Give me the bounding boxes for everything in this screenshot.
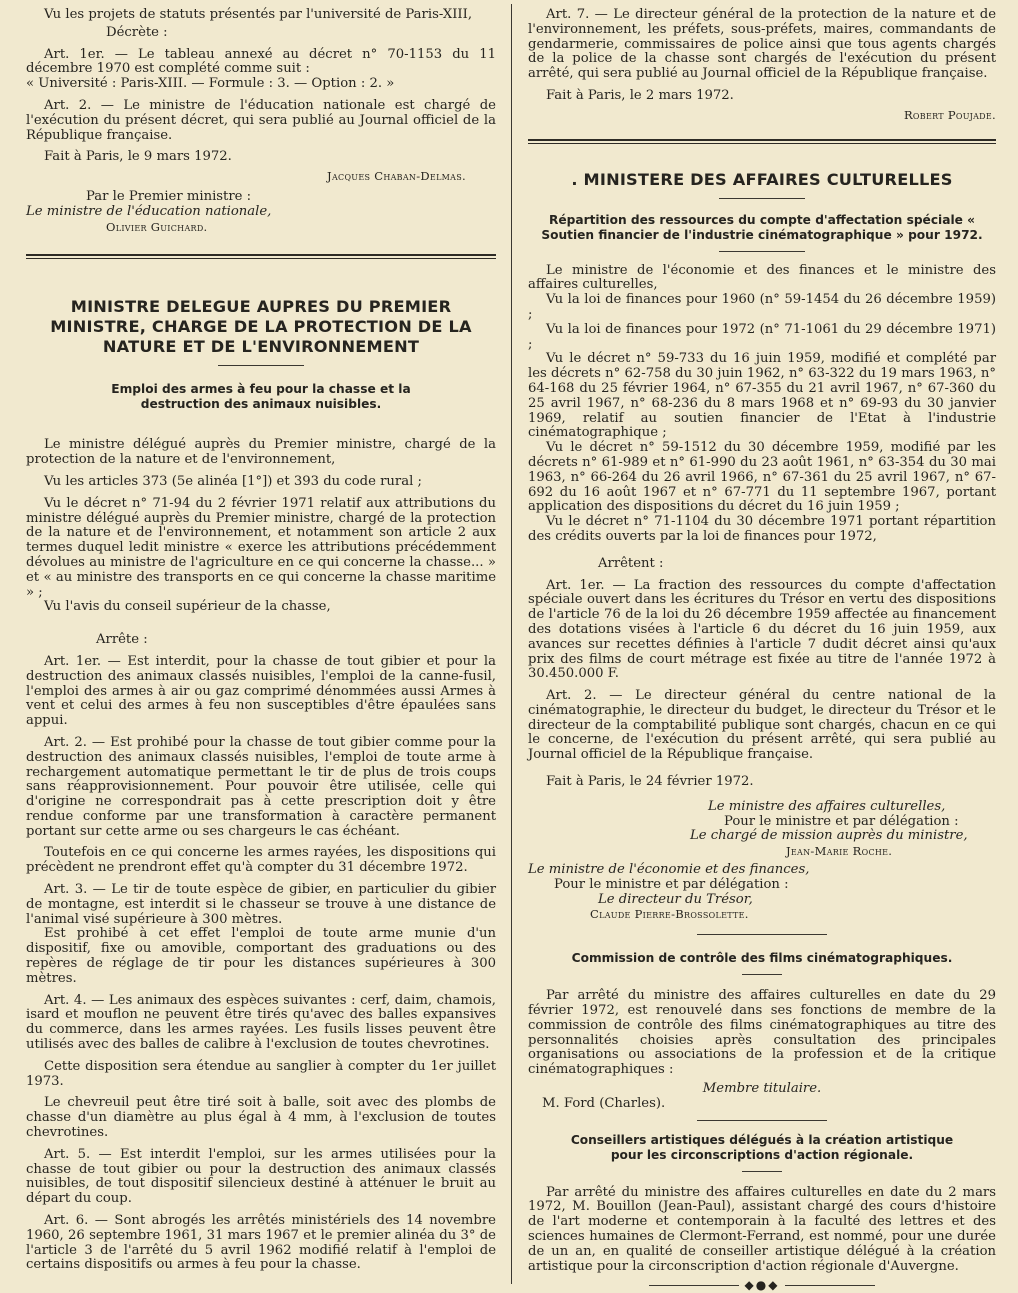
title-rule bbox=[218, 365, 304, 366]
par-le-premier-ministre: Par le Premier ministre : bbox=[86, 188, 252, 204]
membre-ford: M. Ford (Charles). bbox=[542, 1095, 666, 1111]
signature-guichard: Olivier Guichard. bbox=[106, 219, 208, 234]
art1-arrete: Art. 1er. — Est interdit, pour la chasse de tout gibier et pour la destruction des animaux classés nuisibles, l'emploi de la canne-fusil, l'emploi des armes à air ou gaz comprimé dénommées aussi Armes à vent et celui des armes à feu non susceptibles d'être épaulées sans appui. bbox=[26, 653, 496, 729]
art2-culture: Art. 2. — Le directeur général du centre national de la cinématographie, le directeur du budget, le directeur du Trésor et le directeur de la comptabilité publique sont chargés, chacun en ce qui le concerne, de l'exécution du présent arrêté, qui sera publié au Journal officiel de la République française. bbox=[528, 688, 996, 763]
conseillers-rule bbox=[742, 1171, 782, 1172]
right-column bbox=[528, 0, 996, 1293]
art1-culture: Art. 1er. — La fraction des ressources du compte d'affectation spéciale ouvert dans les écritures du Trésor en vertu des dispositions de l'article 76 de la loi du 26 décembre 1959 affectée au financement des dotations visées à l'article 6 du décret du 16 juin 1959, aux avances sur recettes définies à l'article 7 dudit décret ainsi qu'aux prix des films de court métrage est fixée au titre de l'année 1972 à 30.450.000 F. bbox=[528, 577, 996, 682]
art3-prohibe: Est prohibé à cet effet l'emploi de toute arme munie d'un dispositif, fixe ou amovible, comportant des graduations ou des repères de réglage de tir pour les distances supérieures à 300 mètres. bbox=[26, 926, 496, 986]
preamble-ministres: Le ministre de l'économie et des finances et le ministre des affaires culturelles, bbox=[528, 262, 996, 293]
art2-arrete: Art. 2. — Est prohibé pour la chasse de tout gibier comme pour la destruction des animaux classés nuisibles, l'emploi de toute arme à rechargement automatique permettant le tir de plus de trois coups sans réapprovisionnement. Pour pouvoir être utilisée, celle qui d'origine ne correspondrait pas à cette prescription doit y être rendue conforme par une transformation à caractère permanent portant sur cette arme ou ses chargeurs le cas échéant. bbox=[26, 734, 496, 839]
sig-charge-de-mission: Le chargé de mission auprès du ministre, bbox=[690, 828, 968, 844]
art5-arrete: Art. 5. — Est interdit l'emploi, sur les armes utilisées pour la chasse de tout gibier ou pour la destruction des animaux classés nuisibles, de tout dispositif silencieux destiné à atténuer le bruit au départ du coup. bbox=[26, 1146, 496, 1207]
fait-paris-9-mars: Fait à Paris, le 9 mars 1972. bbox=[44, 149, 232, 165]
sig-directeur-tresor: Le directeur du Trésor, bbox=[598, 891, 753, 907]
preamble-loi-1972: Vu la loi de finances pour 1972 (n° 71-1061 du 29 décembre 1971) ; bbox=[528, 321, 996, 352]
art2-toutefois: Toutefois en ce qui concerne les armes rayées, les dispositions qui précèdent ne prendront effet qu'à compter du 31 décembre 1972. bbox=[26, 845, 496, 876]
preamble-vu-articles: Vu les articles 373 (5e alinéa [1°]) et 393 du code rural ; bbox=[44, 473, 422, 489]
art4-arrete: Art. 4. — Les animaux des espèces suivantes : cerf, daim, chamois, isard et mouflon ne peuvent être tirés qu'avec des balles expansives du commerce, dans les armes rayées. Les fusils lisses peuvent être utilisés avec des balles de calibre à l'exclusion de toutes chevrotines. bbox=[26, 992, 496, 1053]
preamble-decret-59-733: Vu le décret n° 59-733 du 16 juin 1959, modifié et complété par les décrets n° 62-758 du 30 juin 1962, n° 63-322 du 19 mars 1963, n° 64-168 du 25 février 1964, n° 67-355 du 21 avril 1967, n° 67-360 du 25 avril 1967, n° 68-236 du 8 mars 1968 et n° 69-93 du 30 janvier 1969, relatif au soutien financier de l'Etat à l'industrie cinématographique ; bbox=[528, 351, 996, 441]
commission-title: Commission de contrôle des films cinématographiques. bbox=[571, 951, 953, 966]
signature-poujade: Robert Poujade. bbox=[903, 107, 996, 122]
art4-chevreuil: Le chevreuil peut être tiré soit à balle, soit avec des plombs de chasse d'un diamètre au plus égal à 4 mm, à l'exclusion de toutes chevrotines. bbox=[26, 1095, 496, 1141]
subtitle-rule bbox=[719, 251, 805, 252]
subtitle-armes-a-feu: Emploi des armes à feu pour la chasse et la destruction des animaux nuisibles. bbox=[111, 382, 411, 412]
conseillers-text: Par arrêté du ministre des affaires culturelles en date du 2 mars 1972, M. Bouillon (Jean-Paul), assistant chargé des cours d'histoire de l'art moderne et contemporain à la faculté des lettres et des sciences humaines de Clermont-Ferrand, est nommé, pour une durée de un an, en qualité de conseiller artistique délégué à la création artistique pour la circonscription d'action régionale d'Auvergne. bbox=[528, 1184, 996, 1274]
arretent-heading: Arrêtent : bbox=[598, 555, 664, 571]
sig-pour-le-ministre-1: Pour le ministre et par délégation : bbox=[724, 813, 959, 829]
sig-ministre-economie: Le ministre de l'économie et des finances, bbox=[528, 862, 810, 878]
signature-brossolette: Claude Pierre-Brossolette. bbox=[590, 907, 749, 922]
arrete-heading: Arrête : bbox=[96, 632, 148, 648]
preamble-vu-decret: Vu le décret n° 71-94 du 2 février 1971 relatif aux attributions du ministre délégué auprès du Premier ministre, chargé de la protection de la nature et de l'environnement, et notamment son article 2 aux termes duquel ledit ministre « exerce les attributions précédemment dévolues au ministre de l'agriculture en ce qui concerne la chasse... » et « au ministre des transports en ce qui concerne la chasse maritime » ; bbox=[26, 495, 496, 600]
section-separator bbox=[26, 254, 496, 259]
preamble-decret-59-1512: Vu le décret n° 59-1512 du 30 décembre 1959, modifié par les décrets n° 61-989 et n° 61-990 du 23 août 1961, n° 63-354 du 30 mai 1963, n° 66-264 du 26 avril 1966, n° 67-361 du 25 avril 1967, n° 67-692 du 16 août 1967 et n° 67-771 du 11 septembre 1967, portant application des dispositions du décret du 16 juin 1959 ; bbox=[528, 440, 996, 515]
ministry-title-environnement: MINISTRE DELEGUE AUPRES DU PREMIER MINISTRE, CHARGE DE LA PROTECTION DE LA NATURE ET DE L'ENVIRONNEMENT bbox=[50, 297, 472, 357]
universite-line: « Université : Paris-XIII. — Formule : 3. — Option : 2. » bbox=[26, 76, 395, 92]
ministre-education: Le ministre de l'éducation nationale, bbox=[26, 203, 272, 219]
signature-chaban-delmas: Jacques Chaban-Delmas. bbox=[327, 169, 466, 184]
commission-rule bbox=[742, 974, 782, 975]
art2-decret: Art. 2. — Le ministre de l'éducation nationale est chargé de l'exécution du présent décret, qui sera publié au Journal officiel de la République française. bbox=[26, 97, 496, 143]
title-rule-culture bbox=[719, 198, 805, 199]
commission-text: Par arrêté du ministre des affaires culturelles en date du 29 février 1972, est renouvelé dans ses fonctions de membre de la commission de contrôle des films cinématographiques au titre des personnalités choisies après consultation des principales organisations ou associations de la profession et de la critique cinématographiques : bbox=[528, 988, 996, 1078]
decrete-heading: Décrète : bbox=[106, 24, 168, 40]
art3-arrete: Art. 3. — Le tir de toute espèce de gibier, en particulier du gibier de montagne, est interdit si le chasseur se trouve à une distance de l'animal visé supérieure à 300 mètres. bbox=[26, 882, 496, 927]
preamble-ministre: Le ministre délégué auprès du Premier ministre, chargé de la protection de la nature et de l'environnement, bbox=[26, 437, 496, 468]
section-rule-conseillers bbox=[697, 1120, 827, 1121]
end-ornament: ◆●◆ bbox=[528, 1278, 996, 1293]
section-rule-commission bbox=[697, 934, 827, 935]
membre-titulaire: Membre titulaire. bbox=[702, 1081, 822, 1097]
subtitle-repartition: Répartition des ressources du compte d'affectation spéciale « Soutien financier de l'industrie cinématographique » pour 1972. bbox=[541, 212, 983, 242]
fait-paris-24-fevrier: Fait à Paris, le 24 février 1972. bbox=[546, 774, 754, 790]
art4-sanglier: Cette disposition sera étendue au sanglier à compter du 1er juillet 1973. bbox=[26, 1058, 496, 1089]
left-column bbox=[26, 0, 496, 1288]
conseillers-title: Conseillers artistiques délégués à la création artistique pour les circonscriptions d'action régionale. bbox=[570, 1132, 954, 1162]
art1-decret: Art. 1er. — Le tableau annexé au décret n° 70-1153 du 11 décembre 1970 est complété comme suit : bbox=[26, 46, 496, 77]
preamble-decret-71-1104: Vu le décret n° 71-1104 du 30 décembre 1971 portant répartition des crédits ouverts par la loi de finances pour 1972, bbox=[528, 514, 996, 544]
art6-arrete: Art. 6. — Sont abrogés les arrêtés ministériels des 14 novembre 1960, 26 septembre 1961, 31 mars 1967 et le premier alinéa du 3° de l'article 3 de l'arrêté du 5 avril 1962 modifié relatif à l'emploi de certains dispositifs ou armes à feu pour la chasse. bbox=[26, 1213, 496, 1273]
section-separator-right bbox=[528, 139, 996, 144]
signature-roche: Jean-Marie Roche. bbox=[786, 844, 893, 859]
preamble-vu-avis: Vu l'avis du conseil supérieur de la chasse, bbox=[44, 599, 331, 615]
ministry-title-culture: . MINISTERE DES AFFAIRES CULTURELLES bbox=[571, 169, 953, 189]
vu-projets: Vu les projets de statuts présentés par l'université de Paris-XIII, bbox=[44, 7, 473, 22]
preamble-loi-1960: Vu la loi de finances pour 1960 (n° 59-1454 du 26 décembre 1959) ; bbox=[528, 292, 996, 322]
art7-arrete: Art. 7. — Le directeur général de la protection de la nature et de l'environnement, les préfets, sous-préfets, maires, commandants de gendarmerie, commissaires de police ainsi que tous agents chargés de la police de la chasse sont chargés de l'exécution du présent arrêté, qui sera publié au Journal officiel de la République française. bbox=[528, 7, 996, 82]
sig-pour-le-ministre-2: Pour le ministre et par délégation : bbox=[554, 876, 789, 892]
sig-ministre-culture: Le ministre des affaires culturelles, bbox=[708, 798, 946, 814]
fait-paris-2-mars: Fait à Paris, le 2 mars 1972. bbox=[546, 87, 734, 103]
column-divider bbox=[511, 4, 512, 1284]
